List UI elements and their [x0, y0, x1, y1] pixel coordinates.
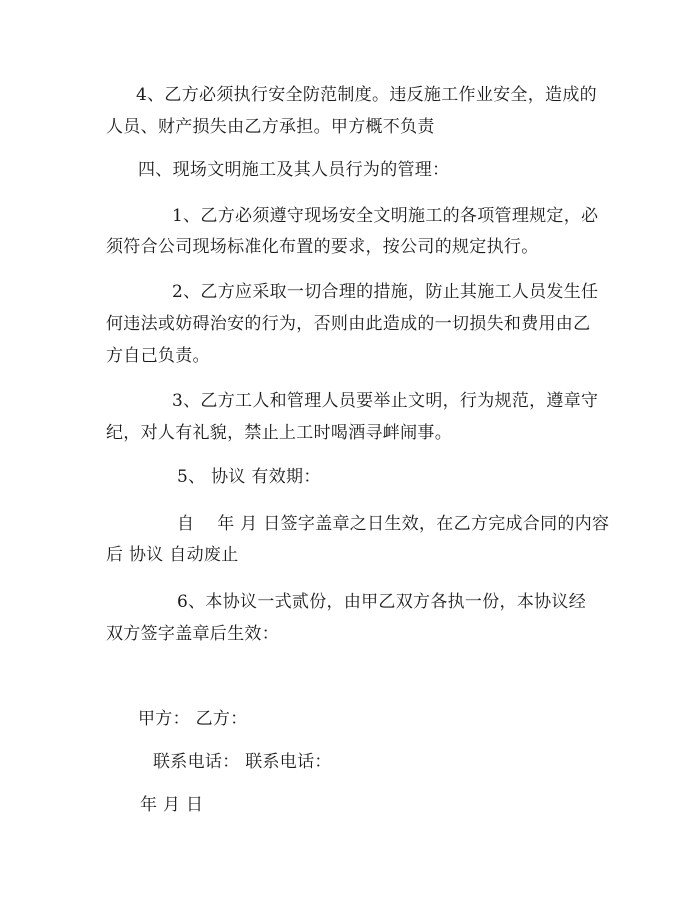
item-1-line-2: 须符合公司现场标准化布置的要求，按公司的规定执行。	[106, 237, 539, 257]
clause-4-line-1: 4、乙方必须执行安全防范制度。违反施工作业安全，造成的	[136, 85, 597, 105]
item-3-line-1: 3、乙方工人和管理人员要举止文明，行为规范，遵章守	[172, 391, 599, 411]
signature-phones: 联系电话： 联系电话：	[153, 752, 332, 772]
item-6-line-2: 双方签字盖章后生效：	[106, 624, 279, 644]
signature-parties: 甲方： 乙方：	[138, 709, 248, 729]
section-4-heading: 四、现场文明施工及其人员行为的管理：	[138, 160, 450, 180]
item-5-line-2: 后 协议 自动废止	[106, 545, 239, 565]
item-6-line-1: 6、本协议一式贰份，由甲乙双方各执一份，本协议经	[177, 592, 587, 612]
clause-4-line-2: 人员、财产损失由乙方承担。甲方概不负责	[106, 117, 435, 137]
signature-date: 年 月 日	[140, 795, 204, 815]
item-1-line-1: 1、乙方必须遵守现场安全文明施工的各项管理规定，必	[172, 206, 599, 226]
item-3-line-2: 纪，对人有礼貌，禁止上工时喝酒寻衅闹事。	[106, 423, 452, 443]
item-2-line-3: 方自己负责。	[106, 346, 210, 366]
item-5-line-1: 自 年 月 日签字盖章之日生效，在乙方完成合同的内容	[177, 514, 610, 534]
item-5-heading: 5、 协议 有效期：	[177, 467, 321, 487]
item-2-line-2: 何违法或妨碍治安的行为，否则由此造成的一切损失和费用由乙	[106, 314, 591, 334]
item-2-line-1: 2、乙方应采取一切合理的措施，防止其施工人员发生任	[172, 282, 599, 302]
